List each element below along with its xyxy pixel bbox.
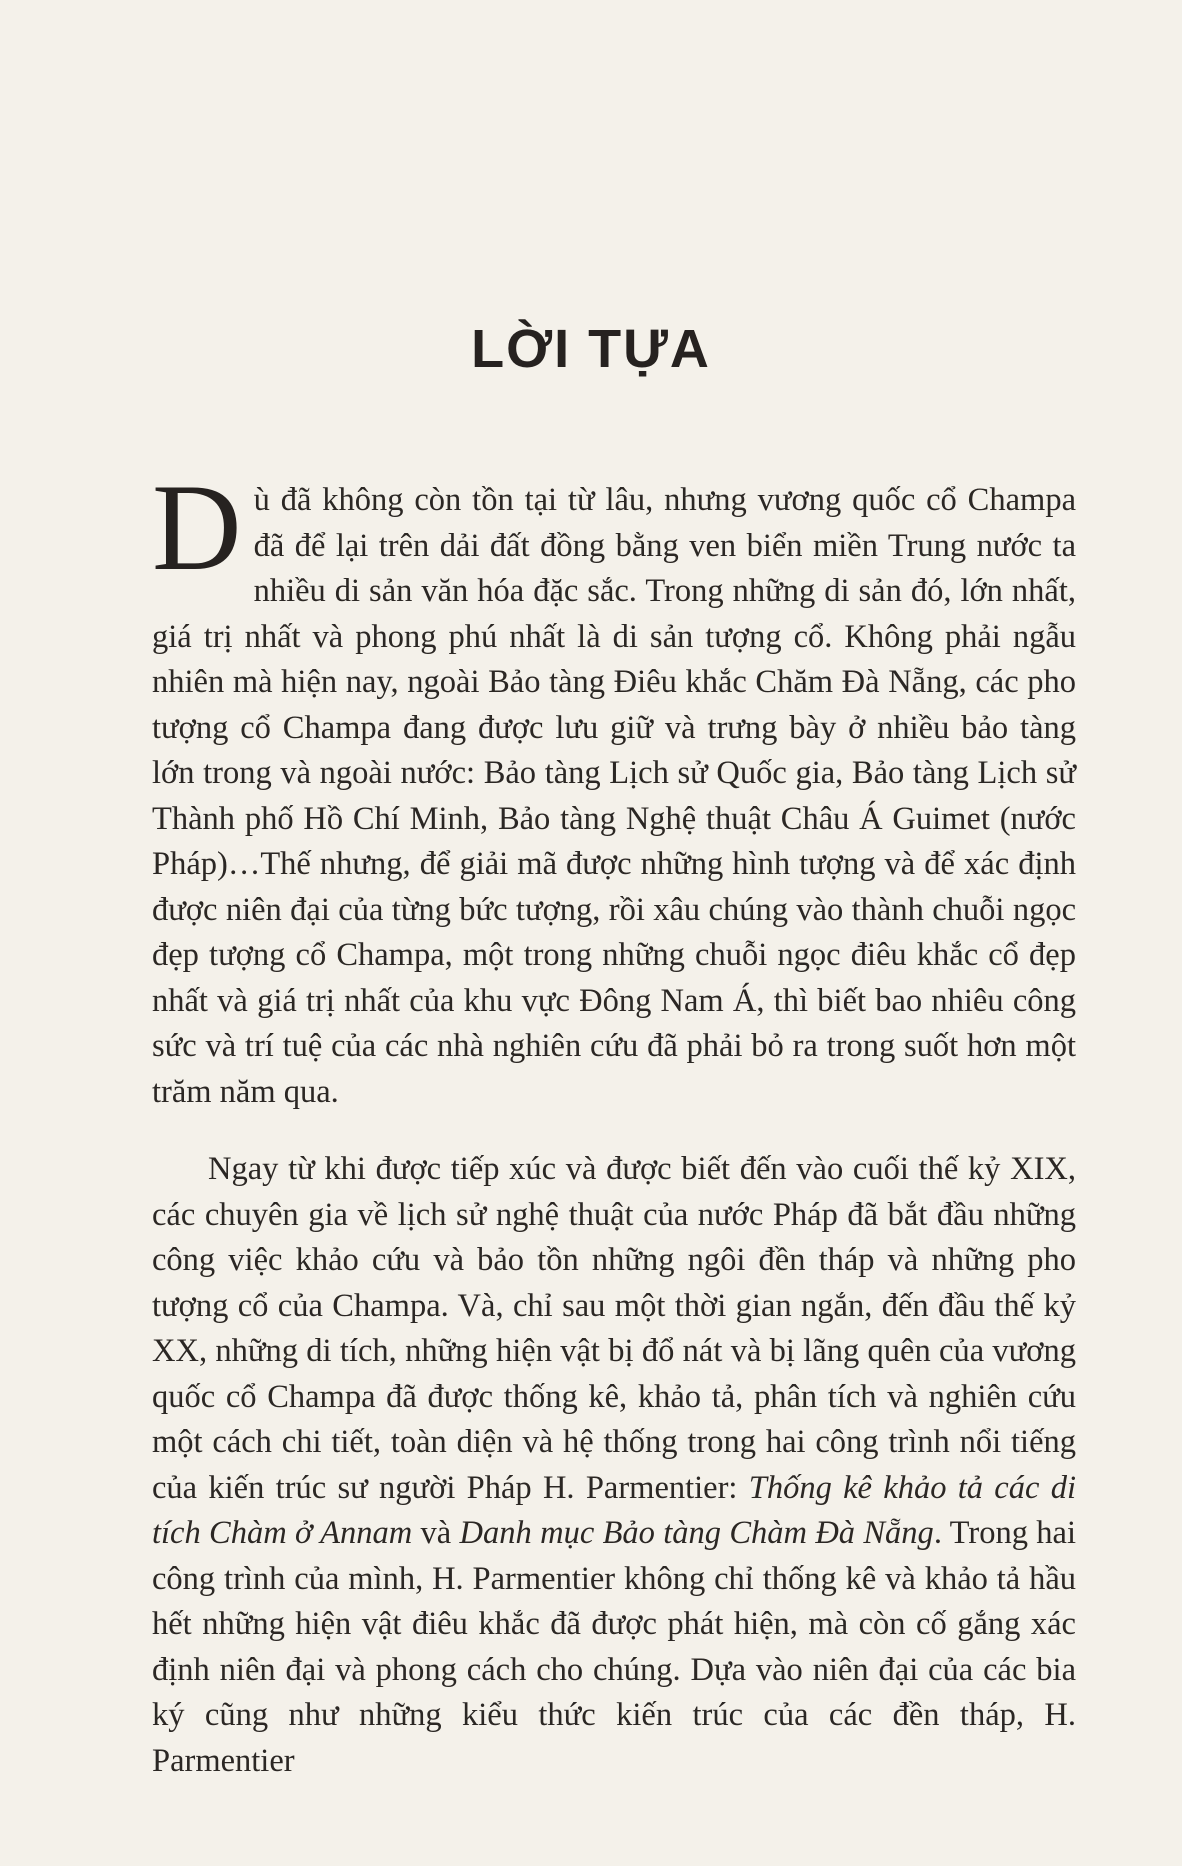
body-text bbox=[152, 459, 1076, 1784]
paragraph-1 bbox=[152, 459, 1076, 1115]
paragraph-2-text-end: . Trong hai công trình của mình, H. Parmentier không chỉ thống kê và khảo tả hầu hết những hiện vật điêu khắc đã được phát hiện, mà còn cố gắng xác định niên đại và phong cách cho chúng. Dựa vào niên đại của các bia ký cũng như những kiểu thức kiến trúc của các đền tháp, H. Parmentier bbox=[152, 1515, 1076, 1779]
paragraph-1-text: ù đã không còn tồn tại từ lâu, nhưng vương quốc cổ Champa đã để lại trên dải đất đồng bằng ven biển miền Trung nước ta nhiều di sản văn hóa đặc sắc. Trong những di sản đó, lớn nhất, giá trị nhất và phong phú nhất là di sản tượng cổ. Không phải ngẫu nhiên mà hiện nay, ngoài Bảo tàng Điêu khắc Chăm Đà Nẵng, các pho tượng cổ Champa đang được lưu giữ và trưng bày ở nhiều bảo tàng lớn trong và ngoài nước: Bảo tàng Lịch sử Quốc gia, Bảo tàng Lịch sử Thành phố Hồ Chí Minh, Bảo tàng Nghệ thuật Châu Á Guimet (nước Pháp)…Thế nhưng, để giải mã được những hình tượng và để xác định được niên đại của từng bức tượng, rồi xâu chúng vào thành chuỗi ngọc đẹp tượng cổ Champa, một trong những chuỗi ngọc điêu khắc cổ đẹp nhất và giá trị nhất của khu vực Đông Nam Á, thì biết bao nhiêu công sức và trí tuệ của các nhà nghiên cứu đã phải bỏ ra trong suốt hơn một trăm năm qua. bbox=[152, 482, 1076, 1110]
book-title-2: Danh mục Bảo tàng Chàm Đà Nẵng bbox=[459, 1515, 934, 1551]
paragraph-2 bbox=[152, 1147, 1076, 1784]
paragraph-2-text-start: Ngay từ khi được tiếp xúc và được biết đến vào cuối thế kỷ XIX, các chuyên gia về lịch sử nghệ thuật của nước Pháp đã bắt đầu những công việc khảo cứu và bảo tồn những ngôi đền tháp và những pho tượng cổ của Champa. Và, chỉ sau một thời gian ngắn, đến đầu thế kỷ XX, những di tích, những hiện vật bị đổ nát và bị lãng quên của vương quốc cổ Champa đã được thống kê, khảo tả, phân tích và nghiên cứu một cách chi tiết, toàn diện và hệ thống trong hai công trình nổi tiếng của kiến trúc sư người Pháp H. Parmentier: bbox=[152, 1151, 1076, 1506]
drop-cap: D bbox=[152, 459, 242, 596]
book-title-1: Thống kê khảo tả các di tích Chàm ở Annam bbox=[152, 1469, 1076, 1551]
paragraph-2-conjunction: và bbox=[412, 1515, 460, 1551]
page-title: LỜI TỰA bbox=[471, 319, 711, 380]
